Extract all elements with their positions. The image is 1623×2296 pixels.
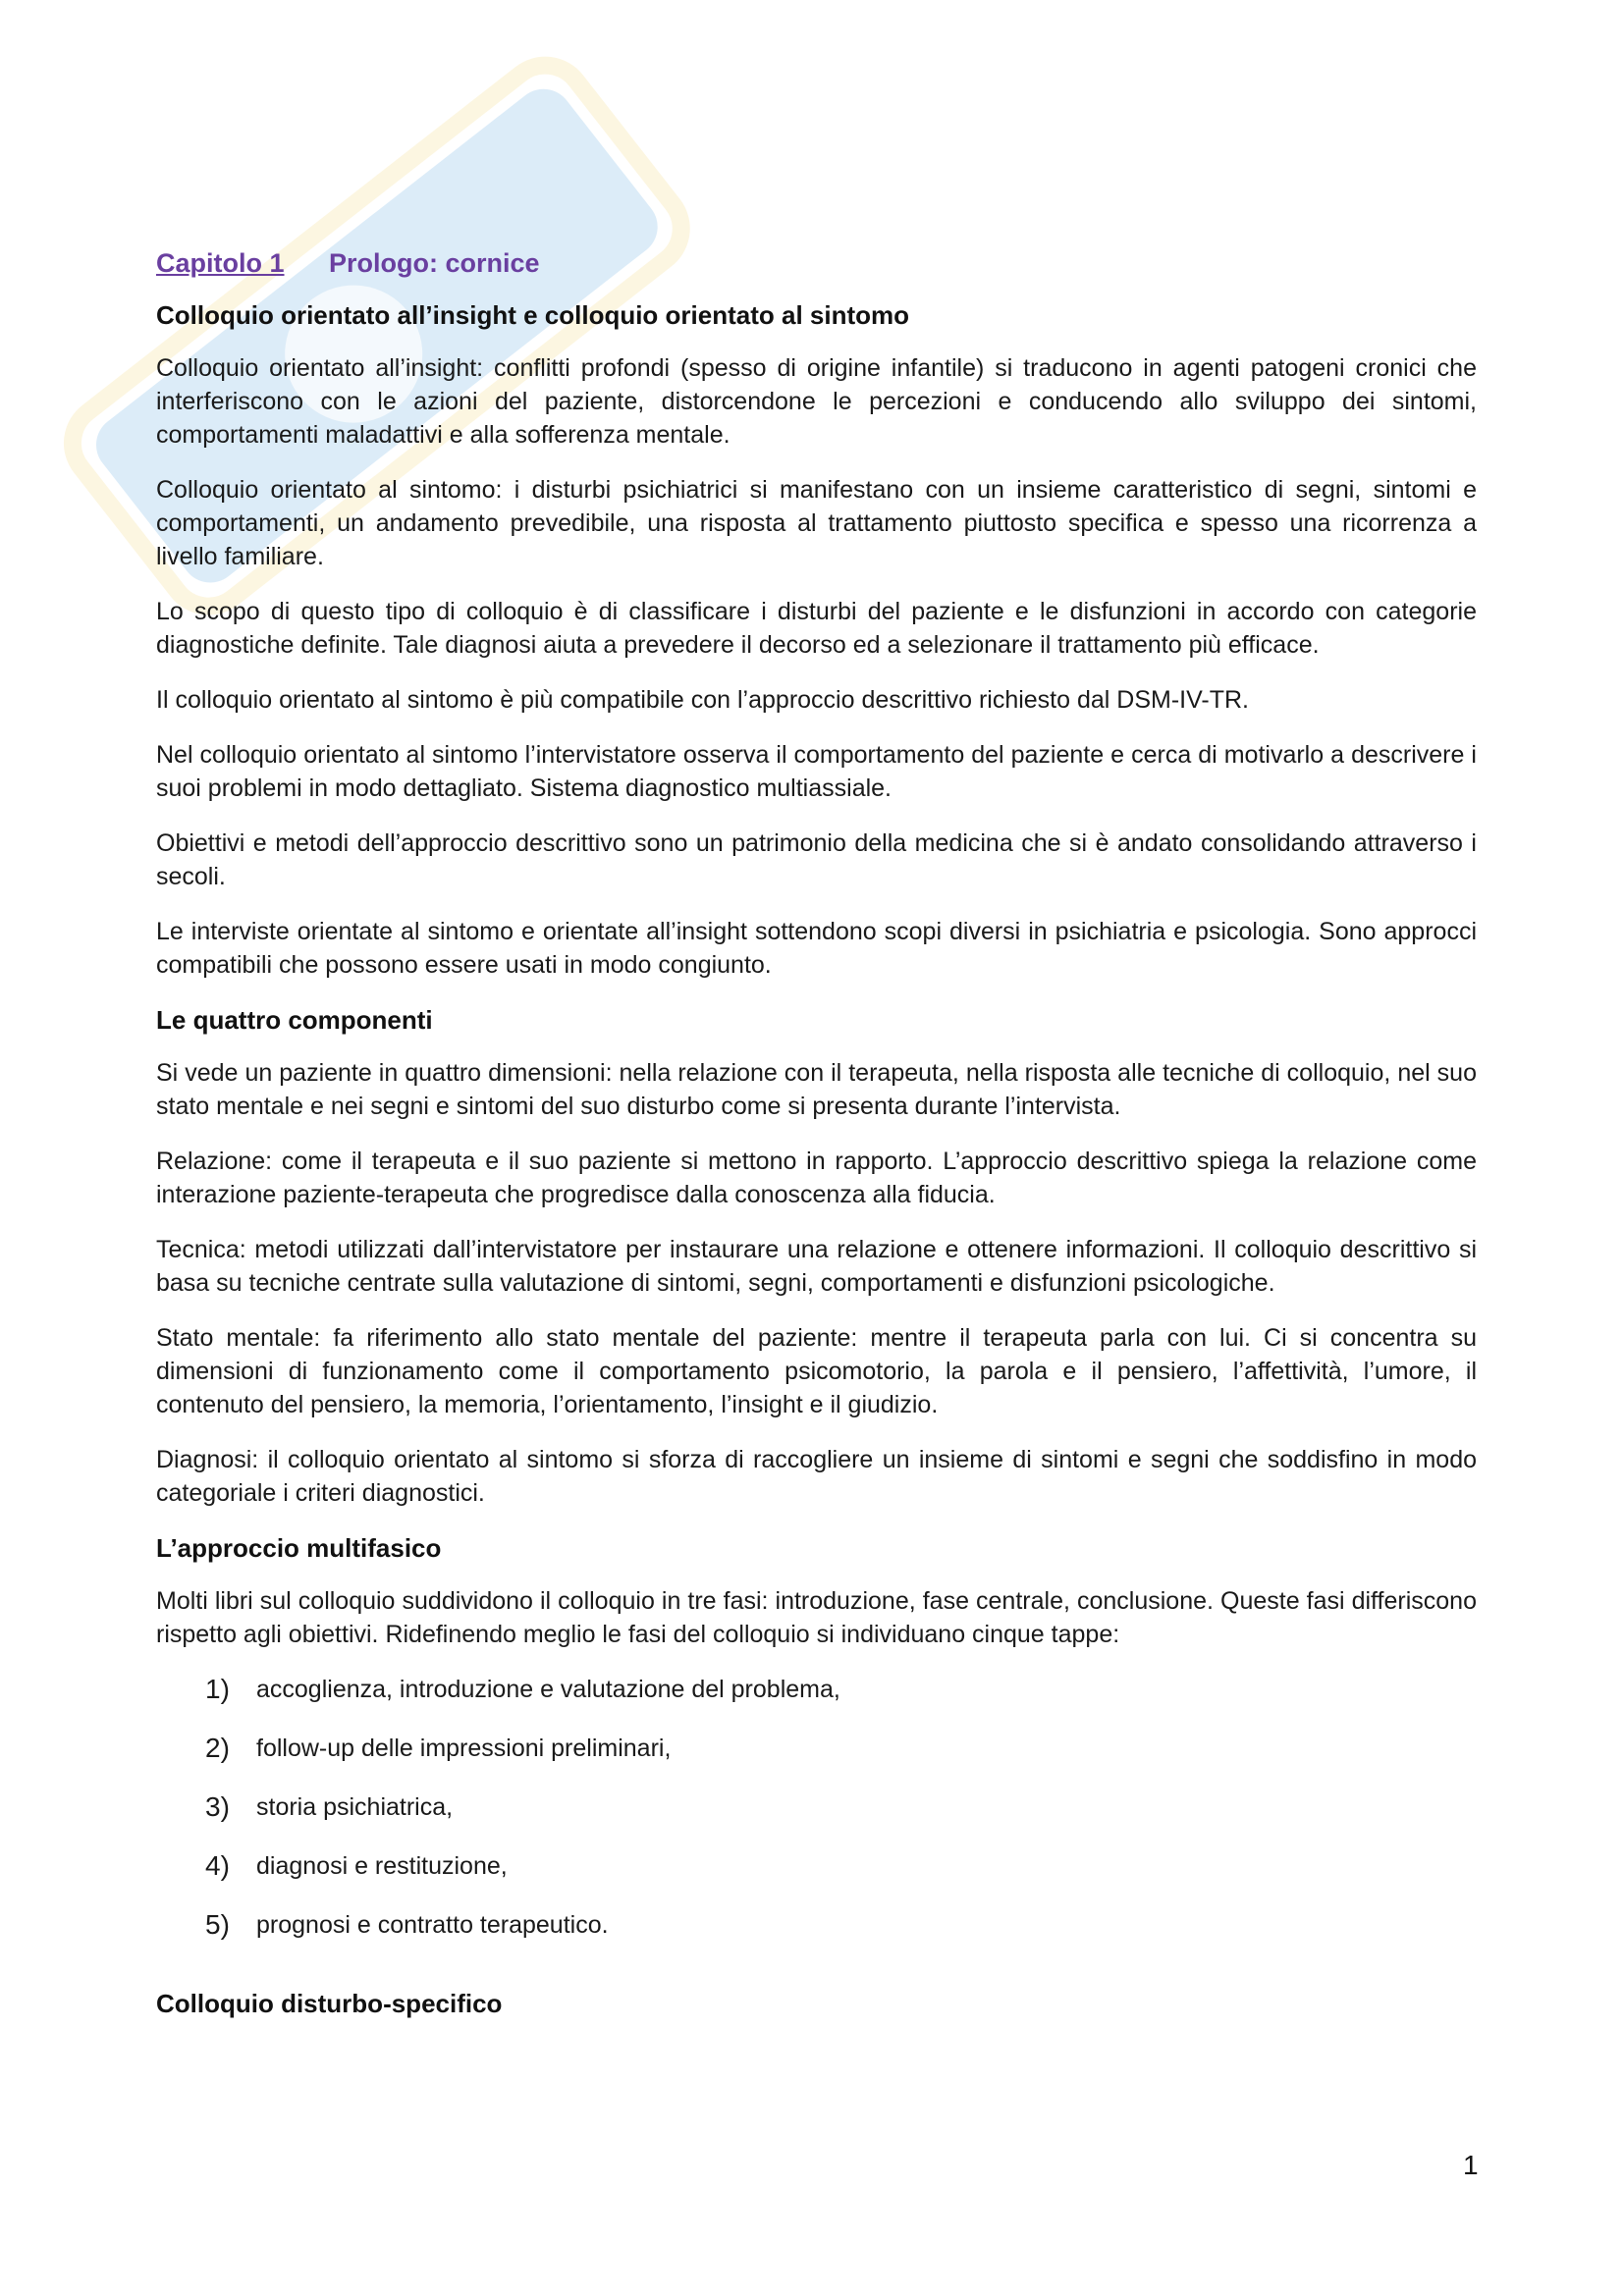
- section-heading: Colloquio disturbo-specifico: [156, 1989, 503, 2018]
- section-heading: Le quattro componenti: [156, 1005, 433, 1035]
- paragraph: Molti libri sul colloquio suddividono il colloquio in tre fasi: introduzione, fase centrale, conclusione. Queste fasi differiscono rispetto agli obiettivi. Ridefinendo meglio le fasi del colloquio si individuano cinque tappe:: [156, 1587, 1477, 1648]
- chapter-title: Prologo: cornice: [329, 248, 540, 278]
- list-item: [205, 1849, 1477, 1908]
- paragraph: Il colloquio orientato al sintomo è più compatibile con l’approccio descrittivo richiesto dal DSM-IV-TR.: [156, 686, 1250, 714]
- chapter-heading: [156, 245, 1477, 281]
- list-item: [205, 1790, 1477, 1849]
- paragraph: Tecnica: metodi utilizzati dall’intervistatore per instaurare una relazione e ottenere informazioni. Il colloquio descrittivo si basa su tecniche centrate sulla valutazione di sintomi, segni, comportamenti e disfunzioni psicologiche.: [156, 1236, 1477, 1297]
- list-item-number: 3): [205, 1791, 230, 1822]
- paragraph: Relazione: come il terapeuta e il suo paziente si mettono in rapporto. L’approccio descrittivo spiega la relazione come interazione paziente-terapeuta che progredisce dalla conoscenza alla fiducia.: [156, 1148, 1477, 1208]
- paragraph: Obiettivi e metodi dell’approccio descrittivo sono un patrimonio della medicina che si è andato consolidando attraverso i secoli.: [156, 829, 1477, 890]
- paragraph: Colloquio orientato al sintomo: i disturbi psichiatrici si manifestano con un insieme caratteristico di segni, sintomi e comportamenti, un andamento prevedibile, una risposta al trattamento piuttosto specifica e spesso una ricorrenza a livello familiare.: [156, 476, 1477, 570]
- list-item: [205, 1908, 1477, 1967]
- list-item: [205, 1732, 1477, 1790]
- paragraph: Le interviste orientate al sintomo e orientate all’insight sottendono scopi diversi in psichiatria e psicologia. Sono approcci compatibili che possono essere usati in modo congiunto.: [156, 918, 1477, 979]
- list-item-number: 2): [205, 1733, 230, 1763]
- list-item-number: 4): [205, 1850, 230, 1881]
- list-item-text: follow-up delle impressioni preliminari,: [256, 1735, 672, 1762]
- paragraph: Stato mentale: fa riferimento allo stato mentale del paziente: mentre il terapeuta parla con lui. Ci si concentra su dimensioni di funzionamento come il comportamento psicomotorio, la parola e il pensiero, l’affettività, l’umore, il contenuto del pensiero, la memoria, l’orientamento, l’insight e il giudizio.: [156, 1324, 1477, 1418]
- page-number: 1: [1463, 2150, 1479, 2180]
- section-heading: L’approccio multifasico: [156, 1533, 442, 1563]
- paragraph: Nel colloquio orientato al sintomo l’intervistatore osserva il comportamento del paziente e cerca di motivarlo a descrivere i suoi problemi in modo dettagliato. Sistema diagnostico multiassiale.: [156, 741, 1477, 802]
- list-item-text: prognosi e contratto terapeutico.: [256, 1911, 609, 1939]
- paragraph: Si vede un paziente in quattro dimensioni: nella relazione con il terapeuta, nella risposta alle tecniche di colloquio, nel suo stato mentale e nei segni e sintomi del suo disturbo come si presenta durante l’intervista.: [156, 1059, 1477, 1120]
- document-page: [156, 245, 1477, 2040]
- list-item-number: 5): [205, 1909, 230, 1940]
- phases-list: [156, 1673, 1477, 1967]
- paragraph: Lo scopo di questo tipo di colloquio è di classificare i disturbi del paziente e le disfunzioni in accordo con categorie diagnostiche definite. Tale diagnosi aiuta a prevedere il decorso ed a selezionare il trattamento più efficace.: [156, 598, 1477, 659]
- paragraph: Diagnosi: il colloquio orientato al sintomo si sforza di raccogliere un insieme di sintomi e segni che soddisfino in modo categoriale i criteri diagnostici.: [156, 1446, 1477, 1507]
- list-item-text: accoglienza, introduzione e valutazione del problema,: [256, 1676, 840, 1703]
- list-item: [205, 1673, 1477, 1732]
- list-item-number: 1): [205, 1674, 230, 1704]
- list-item-text: storia psichiatrica,: [256, 1793, 454, 1821]
- section-heading: Colloquio orientato all’insight e colloquio orientato al sintomo: [156, 300, 909, 330]
- paragraph: Colloquio orientato all’insight: conflitti profondi (spesso di origine infantile) si traducono in agenti patogeni cronici che interferiscono con le azioni del paziente, distorcendone le percezioni e conducendo allo sviluppo dei sintomi, comportamenti maladattivi e alla sofferenza mentale.: [156, 354, 1477, 449]
- list-item-text: diagnosi e restituzione,: [256, 1852, 508, 1880]
- chapter-number-link[interactable]: Capitolo 1: [156, 248, 285, 278]
